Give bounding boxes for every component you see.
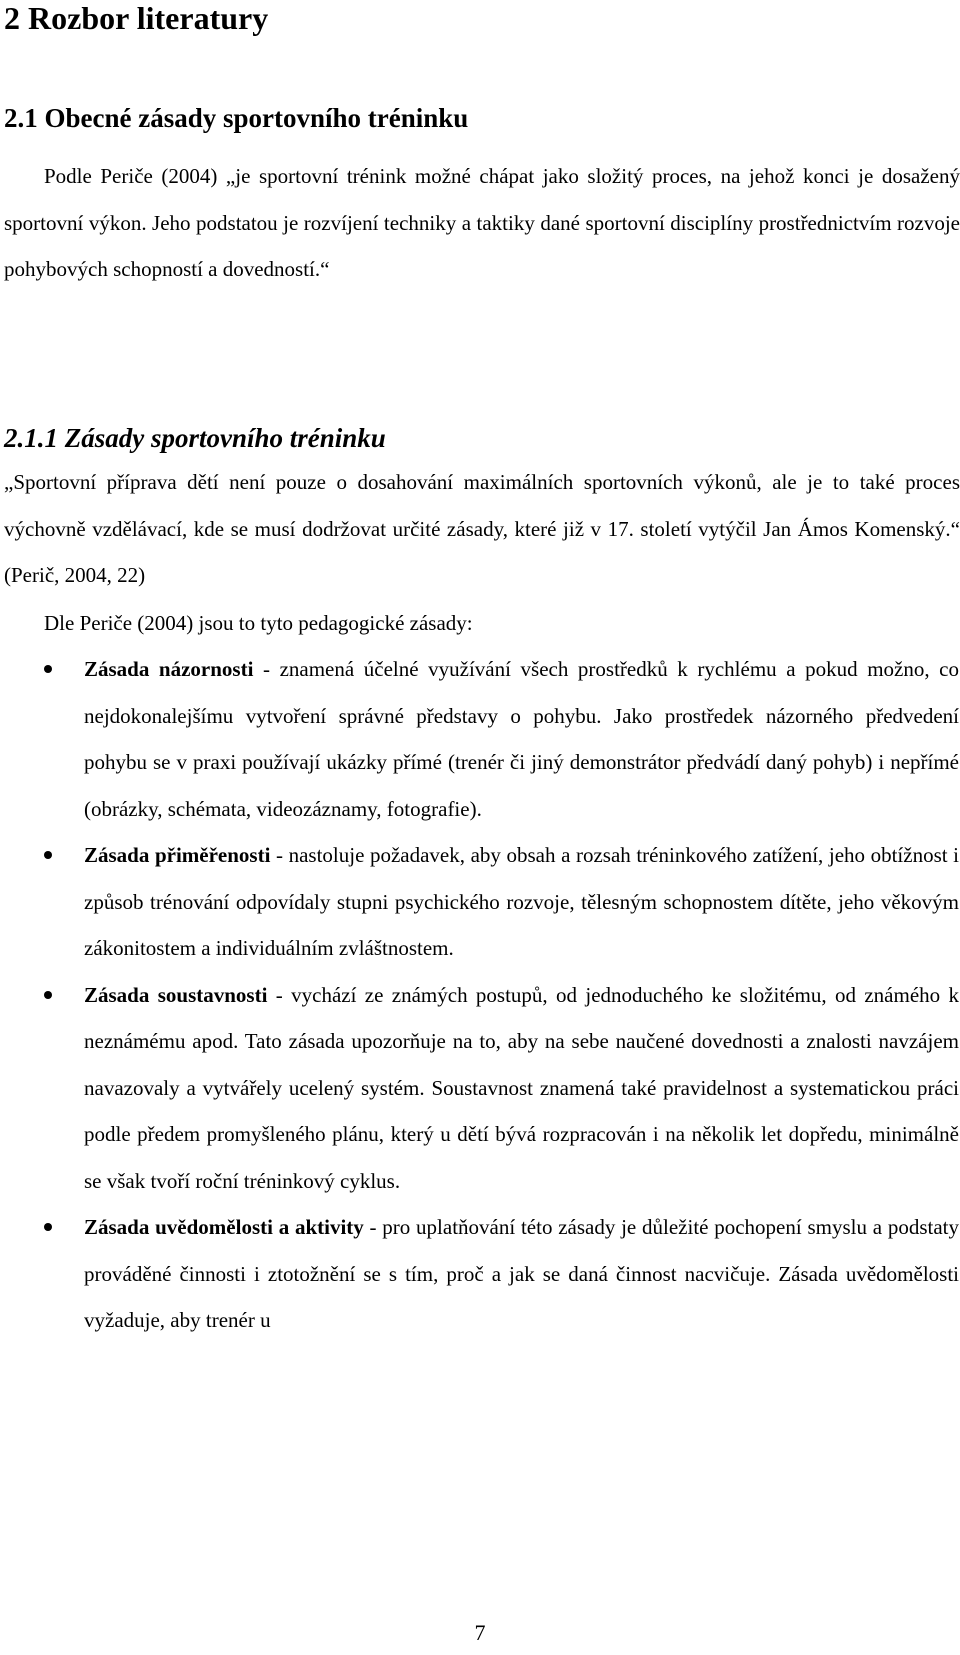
section-paragraph: Podle Periče (2004) „je sportovní trénink možné chápat jako složitý proces, na jehož konci je dosažený sportovní výkon. Jeho podstatou je rozvíjení techniky a taktiky dané sportovní disciplíny prostřednictvím rozvoje pohybových schopností a dovedností.“ [4,164,960,281]
list-item [0,832,960,972]
subsection-heading: 2.1.1 Zásady sportovního tréninku [4,423,386,453]
principle-term: Zásada názornosti [84,657,254,681]
list-intro: Dle Periče (2004) jsou to tyto pedagogické zásady: [44,611,473,635]
principle-description: - znamená účelné využívání všech prostředků k rychlému a pokud možno, co nejdokonalejšímu vytvoření správné představy o pohybu. Jako prostředek názorného předvedení pohybu se v praxi používají ukázky přímé (trenér či jiný demonstrátor předvádí daný pohyb) i nepřímé (obrázky, schémata, videozáznamy, fotografie). [84,657,959,821]
chapter-heading: 2 Rozbor literatury [4,0,269,36]
list-item-text [84,646,959,832]
list-item-text [84,972,959,1205]
section-heading: 2.1 Obecné zásady sportovního tréninku [4,103,469,133]
list-item-text [84,1204,959,1344]
principle-term: Zásada přiměřenosti [84,843,271,867]
bullet-icon [44,665,52,673]
principle-term: Zásada soustavnosti [84,982,268,1007]
principle-description: - nastoluje požadavek, aby obsah a rozsah tréninkového zatížení, jeho obtížnost i způsob trénování odpovídaly stupni psychického rozvoje, tělesným schopnostem dítěte, jeho věkovým zákonitostem a individuálním zvláštnostem. [84,843,960,960]
principle-description: - pro uplatňování této zásady je důležité pochopení smyslu a podstaty prováděné činnosti i ztotožnění se s tím, proč a jak se daná činnost nacvičuje. Zásada uvědomělosti vyžaduje, aby trenér u [84,1215,959,1332]
bullet-icon [44,851,52,859]
page-number: 7 [474,1620,486,1645]
list-item [0,646,960,832]
principle-description: - vychází ze známých postupů, od jednoduchého ke složitému, od známého k neznámému apod. Tato zásada upozorňuje na to, aby na sebe naučené dovednosti a znalosti navzájem navazovaly a vytvářely ucelený systém. Soustavnost znamená také pravidelnost a systematickou práci podle předem promyšleného plánu, který u dětí bývá rozpracován i na několik let dopředu, minimálně se však tvoří roční tréninkový cyklus. [84,982,959,1193]
list-item-text [84,832,959,972]
principle-term: Zásada uvědomělosti a aktivity [84,1215,364,1239]
list-item [0,972,960,1205]
subsection-paragraph: „Sportovní příprava dětí není pouze o dosahování maximálních sportovních výkonů, ale je to také proces výchovně vzdělávací, kde se musí dodržovat určité zásady, které již v 17. století vytýčil Jan Ámos Komenský.“ (Perič, 2004, 22) [4,470,960,587]
bullet-icon [44,1223,52,1231]
bullet-icon [44,991,52,999]
principles-list [0,646,960,1344]
list-item [0,1204,960,1344]
